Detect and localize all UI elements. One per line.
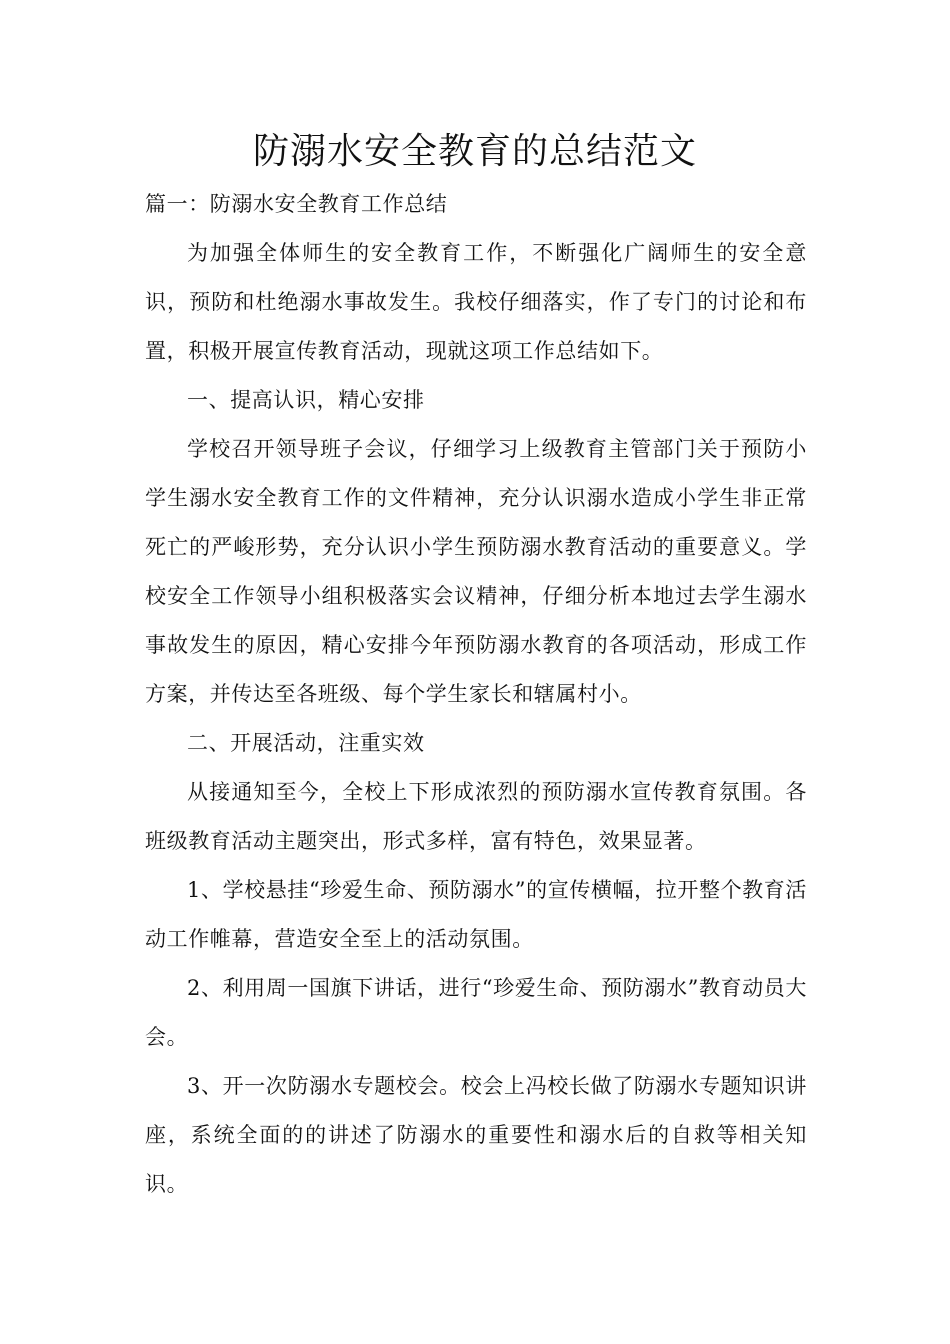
paragraph-intro: 为加强全体师生的安全教育工作，不断强化广阔师生的安全意识，预防和杜绝溺水事故发生。我校仔细落实，作了专门的讨论和布置，积极开展宣传教育活动，现就这项工作总结如下。 (145, 241, 807, 363)
list-item-1: 1、学校悬挂“珍爱生命、预防溺水”的宣传横幅，拉开整个教育活动工作帷幕，营造安全至上的活动氛围。 (145, 878, 807, 951)
paragraph-section-1: 学校召开领导班子会议，仔细学习上级教育主管部门关于预防小学生溺水安全教育工作的文件精神，充分认识溺水造成小学生非正常死亡的严峻形势，充分认识小学生预防溺水教育活动的重要意义。学校安全工作领导小组积极落实会议精神，仔细分析本地过去学生溺水事故发生的原因，精心安排今年预防溺水教育的各项活动，形成工作方案，并传达至各班级、每个学生家长和辖属村小。 (145, 437, 807, 706)
list-item-3: 3、开一次防溺水专题校会。校会上冯校长做了防溺水专题知识讲座，系统全面的的讲述了防溺水的重要性和溺水后的自救等相关知识。 (145, 1074, 807, 1196)
paragraph-section-2: 从接通知至今，全校上下形成浓烈的预防溺水宣传教育氛围。各班级教育活动主题突出，形式多样，富有特色，效果显著。 (145, 780, 807, 853)
heading-section-2: 二、开展活动，注重实效 (187, 731, 425, 755)
section-label: 篇一：防溺水安全教育工作总结 (145, 192, 448, 216)
list-item-2: 2、利用周一国旗下讲话，进行“珍爱生命、预防溺水”教育动员大会。 (145, 976, 807, 1049)
document-title: 防溺水安全教育的总结范文 (252, 131, 697, 172)
document-body (145, 180, 807, 1209)
heading-section-1: 一、提高认识，精心安排 (187, 388, 425, 412)
